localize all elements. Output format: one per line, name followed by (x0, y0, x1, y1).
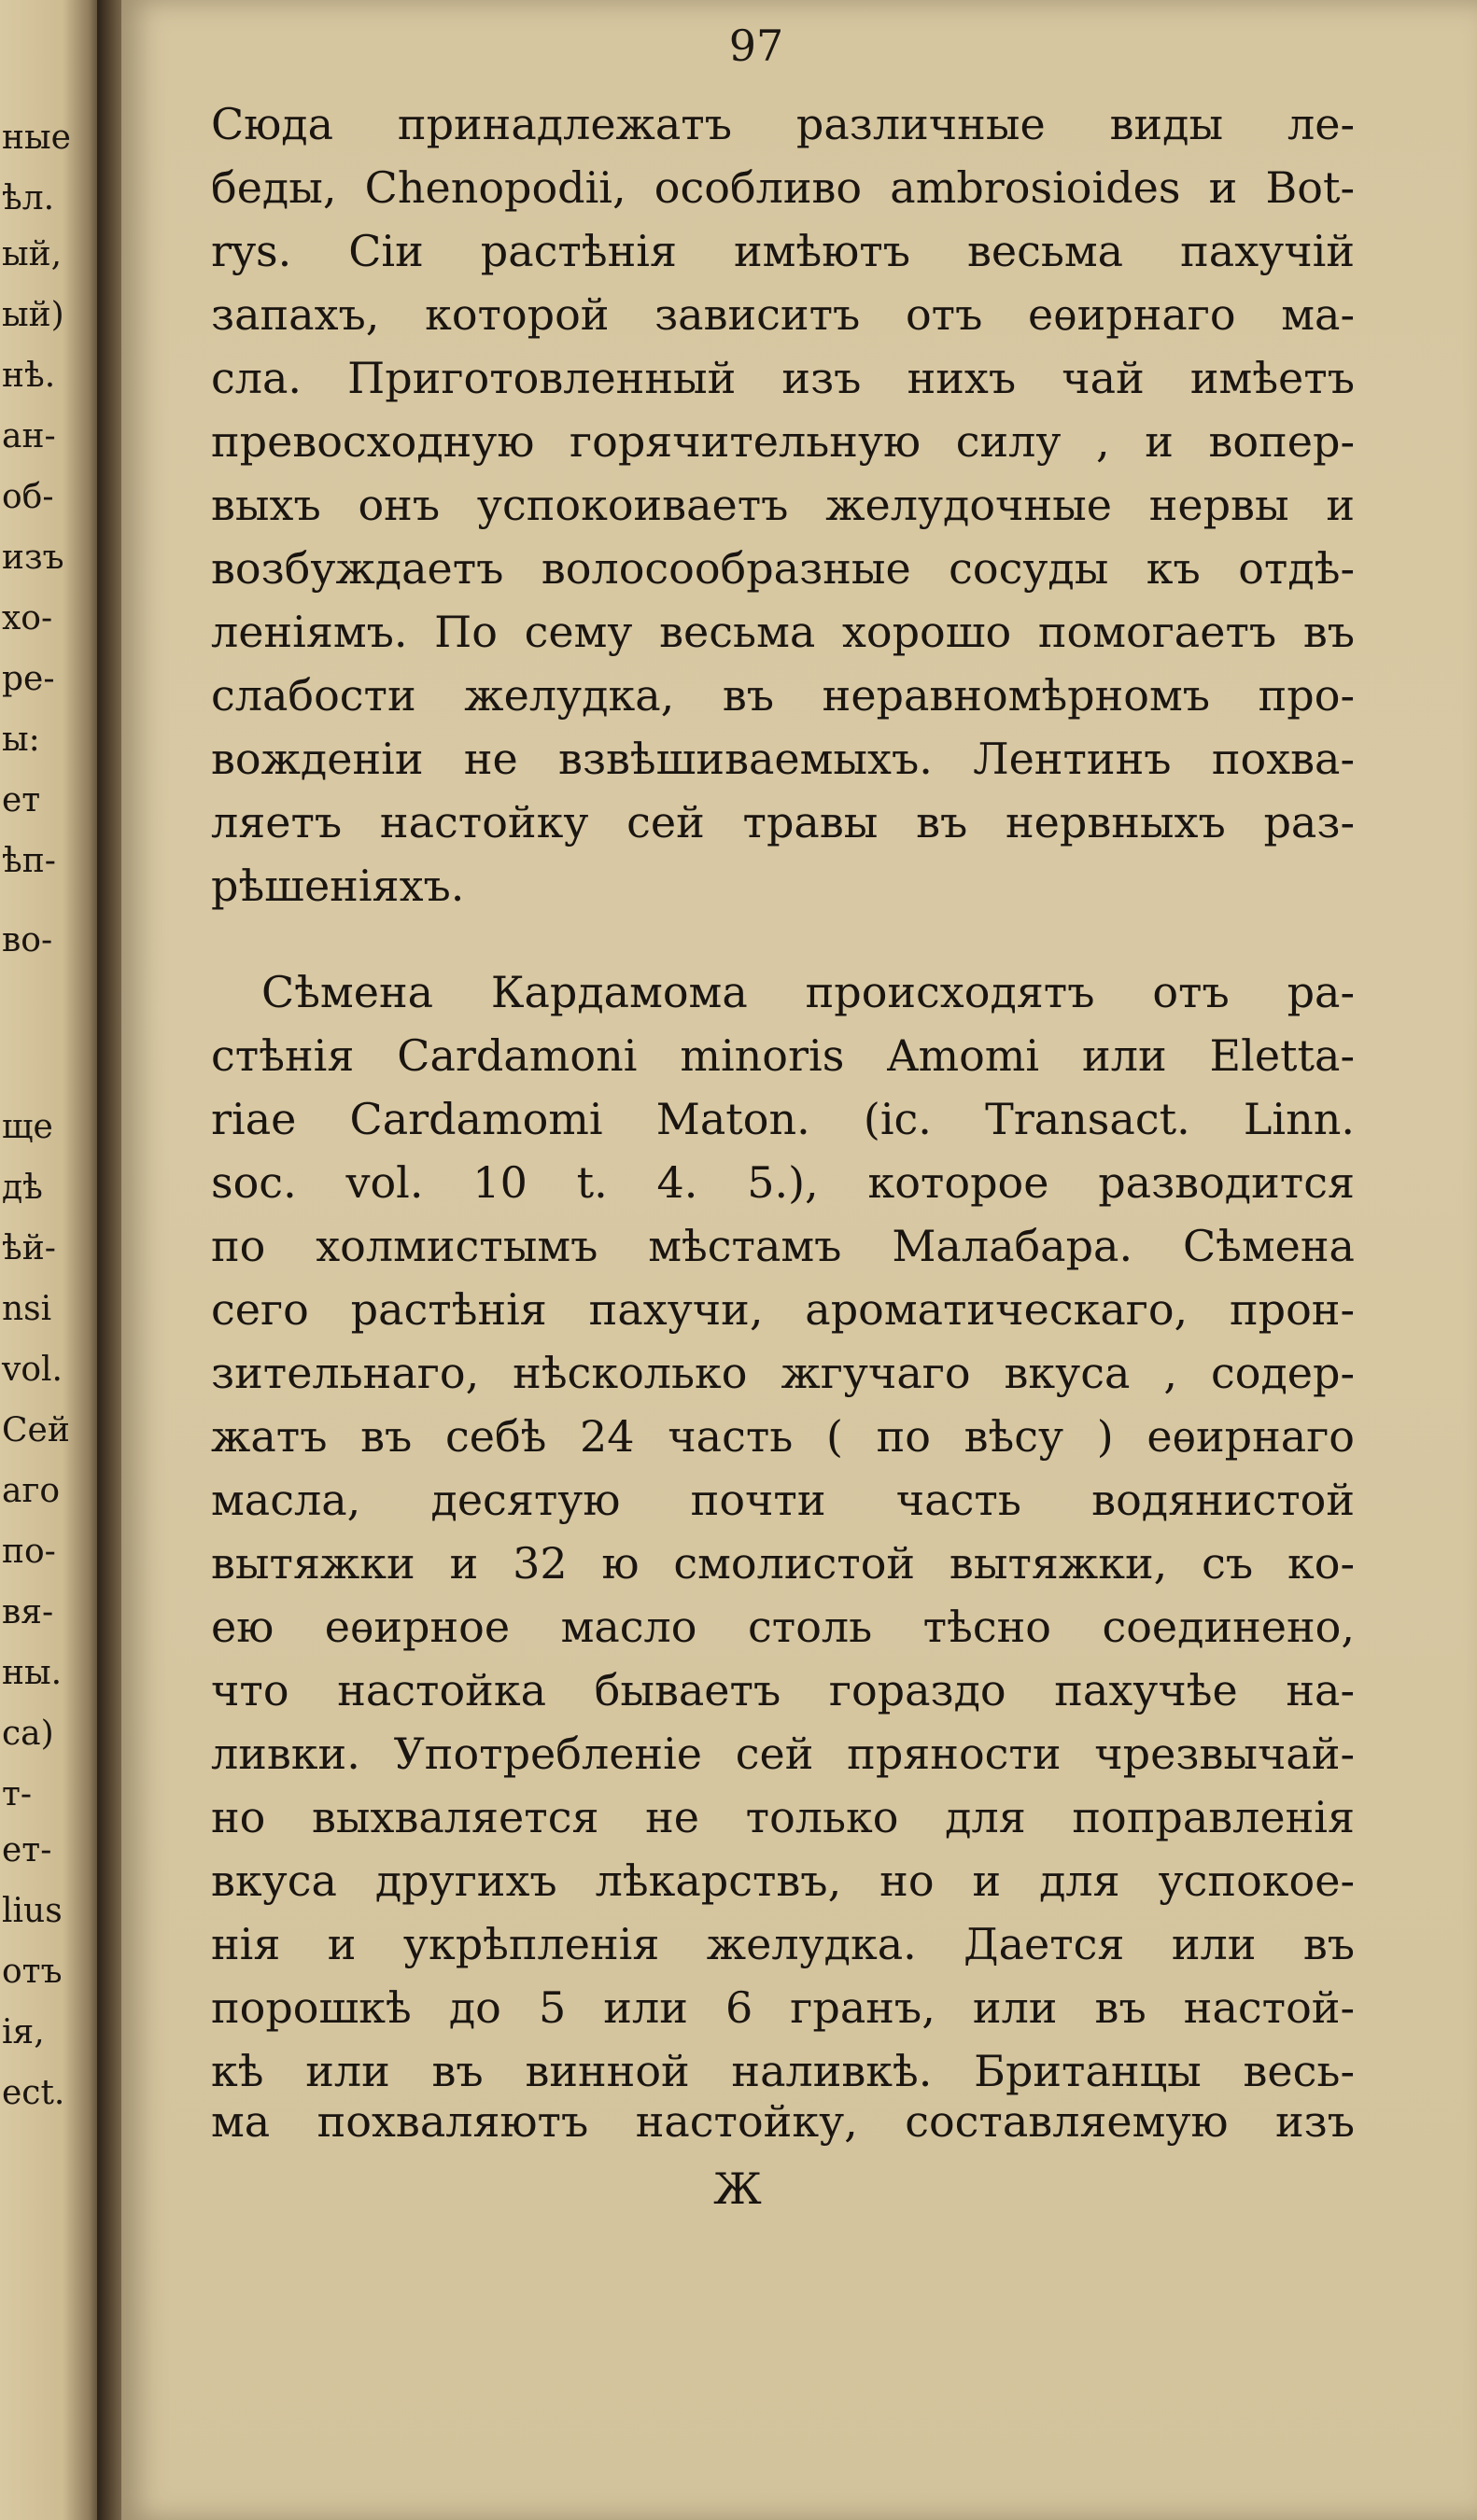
text-line: ливки. Употребленіе сей пряности чрезвычай- (211, 1729, 1355, 1779)
margin-fragment: vol. (2, 1351, 63, 1389)
text-line: ею еѳирное масло столь тѣсно соединено, (211, 1602, 1355, 1652)
margin-fragment: нѣ. (2, 357, 56, 395)
margin-fragment: ре- (2, 660, 55, 698)
margin-fragment: хо- (2, 599, 53, 637)
margin-fragment: вя- (2, 1593, 54, 1631)
text-line: сего растѣнія пахучи, ароматическаго, прон- (211, 1284, 1355, 1335)
margin-fragment: дѣ (2, 1169, 43, 1207)
book-page (121, 0, 1477, 2520)
margin-fragment: ы: (2, 721, 40, 759)
margin-fragment: ет (2, 781, 41, 819)
text-line: возбуждаетъ волосообразные сосуды къ отдѣ- (211, 543, 1355, 594)
margin-fragment: ан- (2, 417, 56, 455)
margin-fragment: ѣй- (2, 1229, 56, 1267)
margin-fragment: отъ (2, 1953, 63, 1991)
text-line: вытяжки и 32 ю смолистой вытяжки, съ ко- (211, 1538, 1355, 1589)
text-line: запахъ, которой зависитъ отъ еѳирнаго ма- (211, 289, 1355, 340)
margin-fragment: ca) (2, 1715, 54, 1753)
text-line: но выхваляется не только для поправленія (211, 1792, 1355, 1842)
margin-fragment: по- (2, 1533, 56, 1571)
margin-fragment: ще (2, 1108, 53, 1146)
text-line: Сѣмена Кардамома происходятъ отъ ра- (261, 967, 1355, 1017)
margin-fragment: ect. (2, 2074, 65, 2112)
margin-fragment: ый, (2, 235, 63, 273)
previous-page-edge (0, 0, 105, 2520)
text-line: масла, десятую почти часть водянистой (211, 1475, 1355, 1525)
text-line: по холмистымъ мѣстамъ Малабара. Сѣмена (211, 1221, 1355, 1271)
margin-fragment: изъ (2, 539, 64, 577)
text-line: кѣ или въ винной наливкѣ. Британцы весь- (211, 2046, 1355, 2096)
margin-fragment: ѣл. (2, 179, 55, 217)
text-line: слабости желудка, въ неравномѣрномъ про- (211, 670, 1355, 721)
text-line: rys. Сіи растѣнія имѣютъ весьма пахучій (211, 226, 1355, 276)
text-line: жатъ въ себѣ 24 часть ( по вѣсу ) еѳирнаго (211, 1411, 1355, 1462)
margin-fragment: т- (2, 1775, 33, 1813)
margin-fragment: ѣп- (2, 842, 56, 880)
text-line: ляетъ настойку сей травы въ нервныхъ раз- (211, 797, 1355, 847)
text-line: soc. vol. 10 t. 4. 5.), которое разводится (211, 1157, 1355, 1208)
text-line: выхъ онъ успокоиваетъ желудочные нервы и (211, 480, 1355, 530)
text-line: Сюда принадлежатъ различные виды ле- (211, 99, 1355, 149)
text-line: нія и укрѣпленія желудка. Дается или въ (211, 1919, 1355, 1969)
text-line: беды, Chenopodii, особливо ambrosioides и Bot- (211, 162, 1355, 213)
margin-fragment: lius (2, 1892, 63, 1930)
text-line: riae Cardamomi Maton. (ic. Transact. Linn. (211, 1094, 1355, 1144)
text-line: стѣнія Cardamoni minoris Amomi или Eletta- (211, 1030, 1355, 1081)
text-line: сла. Приготовленный изъ нихъ чай имѣетъ (211, 353, 1355, 403)
margin-fragment: Сей (2, 1411, 70, 1449)
margin-fragment: ные (2, 119, 71, 157)
margin-fragment: об- (2, 478, 54, 516)
signature-mark: Ж (713, 2163, 762, 2214)
text-line: превосходную горячительную силу , и вопер- (211, 416, 1355, 467)
text-line: рѣшеніяхъ. (211, 861, 465, 911)
text-line: вожденіи не взвѣшиваемыхъ. Лентинъ похва- (211, 734, 1355, 784)
text-line: зительнаго, нѣсколько жгучаго вкуса , содер- (211, 1348, 1355, 1398)
margin-fragment: ны. (2, 1654, 63, 1692)
margin-fragment: во- (2, 921, 53, 959)
page-number: 97 (728, 21, 784, 71)
text-line: порошкѣ до 5 или 6 гранъ, или въ настой- (211, 1982, 1355, 2033)
margin-fragment: ія, (2, 2013, 45, 2051)
text-line: вкуса другихъ лѣкарствъ, но и для успокое- (211, 1855, 1355, 1906)
margin-fragment: ет- (2, 1831, 52, 1869)
margin-fragment: аго (2, 1472, 60, 1510)
text-line: леніямъ. По сему весьма хорошо помогаетъ въ (211, 607, 1355, 657)
margin-fragment: nsi (2, 1290, 52, 1328)
text-line: что настойка бываетъ гораздо пахучѣе на- (211, 1665, 1355, 1715)
margin-fragment: ый) (2, 296, 64, 334)
text-line: ма похваляютъ настойку, составляемую изъ (211, 2096, 1355, 2147)
